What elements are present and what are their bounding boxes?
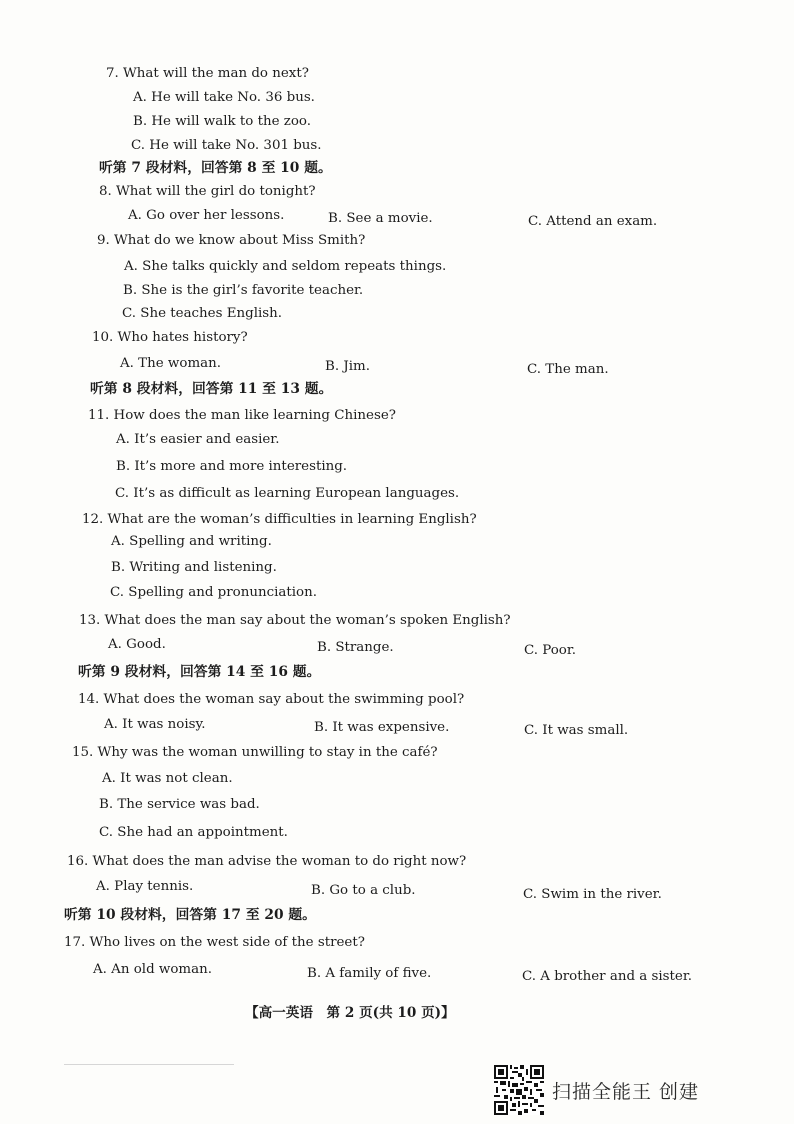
q14-option-a: A. It was noisy. [104, 717, 206, 732]
q7-option-c: C. He will take No. 301 bus. [131, 138, 322, 153]
section-7-heading: 听第 7 段材料，回答第 8 至 10 题。 [99, 160, 332, 176]
divider [64, 1064, 234, 1065]
watermark-text: 扫描全能王 创建 [552, 1080, 700, 1103]
q8-option-b: B. See a movie. [328, 211, 433, 226]
q15-option-b: B. The service was bad. [99, 797, 260, 812]
q9-option-c: C. She teaches English. [122, 306, 283, 321]
q9-option-a: A. She talks quickly and seldom repeats things. [124, 259, 447, 274]
q12-option-b: B. Writing and listening. [111, 560, 277, 575]
q7-option-b: B. He will walk to the zoo. [133, 114, 311, 129]
q9-stem: 9. What do we know about Miss Smith? [97, 233, 366, 248]
q8-option-c: C. Attend an exam. [528, 214, 658, 229]
q17-option-b: B. A family of five. [307, 966, 432, 981]
q15-option-c: C. She had an appointment. [99, 825, 288, 840]
section-10-heading: 听第 10 段材料，回答第 17 至 20 题。 [64, 907, 316, 923]
q13-option-b: B. Strange. [317, 640, 394, 655]
q15-stem: 15. Why was the woman unwilling to stay in the café? [72, 745, 438, 760]
q15-option-a: A. It was not clean. [102, 771, 233, 786]
q8-stem: 8. What will the girl do tonight? [99, 184, 316, 199]
q11-option-c: C. It’s as difficult as learning European languages. [115, 486, 460, 501]
section-9-heading: 听第 9 段材料，回答第 14 至 16 题。 [78, 664, 321, 680]
q16-option-c: C. Swim in the river. [523, 887, 662, 902]
q13-option-c: C. Poor. [524, 643, 577, 658]
q7-stem: 7. What will the man do next? [106, 66, 309, 81]
q16-option-b: B. Go to a club. [311, 883, 416, 898]
q12-option-a: A. Spelling and writing. [111, 534, 272, 549]
scanner-watermark [494, 1065, 699, 1115]
q12-stem: 12. What are the woman’s difficulties in learning English? [82, 512, 477, 527]
q16-option-a: A. Play tennis. [96, 879, 194, 894]
q14-option-c: C. It was small. [524, 723, 629, 738]
q11-option-a: A. It’s easier and easier. [116, 432, 280, 447]
q8-option-a: A. Go over her lessons. [128, 208, 285, 223]
q17-stem: 17. Who lives on the west side of the street? [64, 935, 365, 950]
q17-option-c: C. A brother and a sister. [522, 969, 693, 984]
q16-stem: 16. What does the man advise the woman to do right now? [67, 854, 467, 869]
q17-option-a: A. An old woman. [93, 962, 212, 977]
q11-option-b: B. It’s more and more interesting. [116, 459, 348, 474]
q7-option-a: A. He will take No. 36 bus. [133, 90, 315, 105]
section-8-heading: 听第 8 段材料，回答第 11 至 13 题。 [90, 381, 333, 397]
q12-option-c: C. Spelling and pronunciation. [110, 585, 317, 600]
page-footer: 【高一英语 第 2 页(共 10 页)】 [245, 1005, 455, 1021]
q14-stem: 14. What does the woman say about the swimming pool? [78, 692, 465, 707]
q10-option-b: B. Jim. [325, 359, 370, 374]
q11-stem: 11. How does the man like learning Chinese? [88, 408, 396, 423]
q9-option-b: B. She is the girl’s favorite teacher. [123, 283, 364, 298]
q14-option-b: B. It was expensive. [314, 720, 450, 735]
q10-stem: 10. Who hates history? [92, 330, 248, 345]
q10-option-a: A. The woman. [120, 356, 222, 371]
qr-code-icon [494, 1065, 544, 1115]
q13-stem: 13. What does the man say about the woman’s spoken English? [79, 613, 511, 628]
q10-option-c: C. The man. [527, 362, 609, 377]
q13-option-a: A. Good. [108, 637, 166, 652]
